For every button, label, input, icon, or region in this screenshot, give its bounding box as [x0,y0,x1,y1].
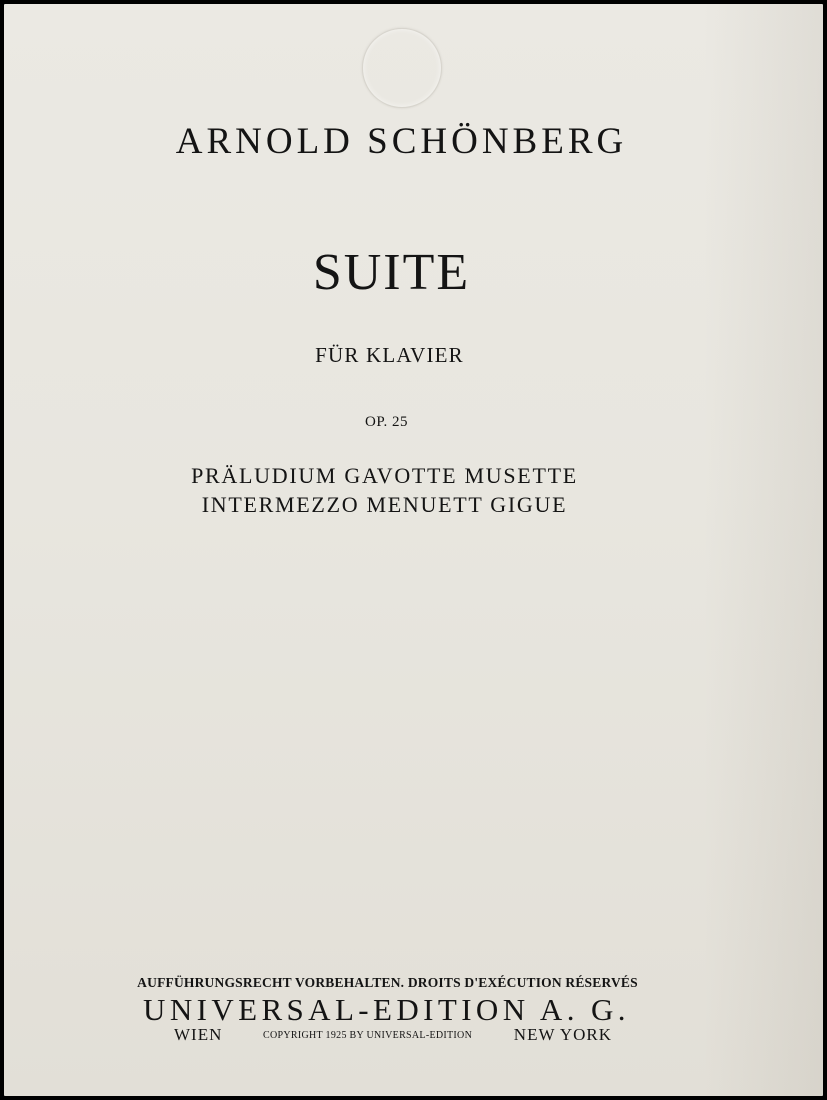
title-page [4,4,823,1096]
instrumentation: FÜR KLAVIER [315,343,464,367]
imprint-row [174,1025,612,1051]
movements-line-2: INTERMEZZO MENUETT GIGUE [201,492,568,517]
opus-number: OP. 25 [364,414,408,430]
publisher-name: UNIVERSAL-EDITION A. G. [143,992,630,1027]
city-wien: WIEN [174,1025,223,1044]
work-title: SUITE [312,244,471,301]
copyright-notice: COPYRIGHT 1925 BY UNIVERSAL-EDITION [263,1030,473,1041]
city-new-york: NEW YORK [513,1025,612,1044]
composer-name: ARNOLD SCHÖNBERG [175,121,628,162]
performance-rights-notice: AUFFÜHRUNGSRECHT VORBEHALTEN. DROITS D'EXÉCUTION RÉSERVÉS [137,975,638,990]
embossed-stamp [362,28,442,108]
movements-line-1: PRÄLUDIUM GAVOTTE MUSETTE [191,463,578,488]
